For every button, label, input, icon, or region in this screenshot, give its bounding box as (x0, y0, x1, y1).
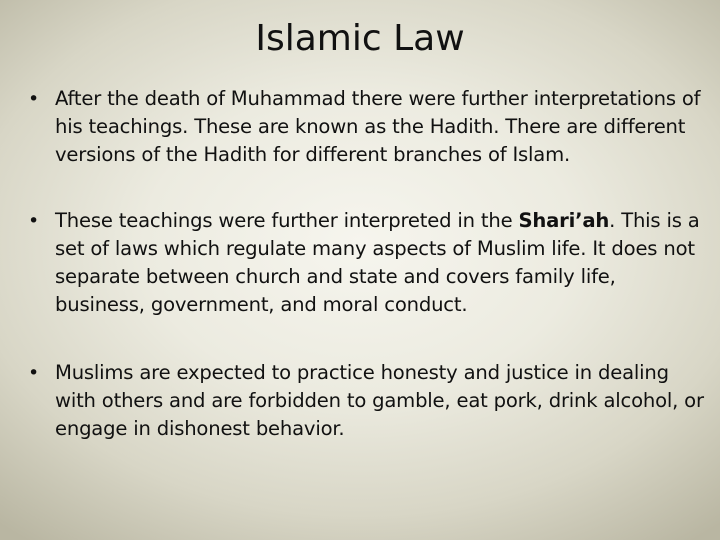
bullet-item (28, 359, 708, 443)
bullet-list (28, 85, 708, 443)
bullet-marker: • (28, 362, 40, 384)
bullet-item (28, 85, 708, 169)
bullet-text: After the death of Muhammad there were further interpretations of his teachings. These are known as the Hadith. There are different versions of the Hadith for different branches of Islam. (55, 87, 701, 166)
bullet-text-after: . This is a set of laws which regulate many aspects of Muslim life. It does not separate between church and state and covers family life, business, government, and moral conduct. (55, 209, 700, 316)
bullet-item (28, 207, 708, 319)
bullet-marker: • (28, 88, 40, 110)
bullet-marker: • (28, 210, 40, 232)
shariah-term: Shari’ah (518, 209, 610, 232)
slide-title: Islamic Law (255, 18, 465, 59)
bullet-text: Muslims are expected to practice honesty and justice in dealing with others and are forbidden to gamble, eat pork, drink alcohol, or engage in dishonest behavior. (55, 361, 704, 440)
bullet-text-before: These teachings were further interpreted in the (55, 209, 519, 232)
